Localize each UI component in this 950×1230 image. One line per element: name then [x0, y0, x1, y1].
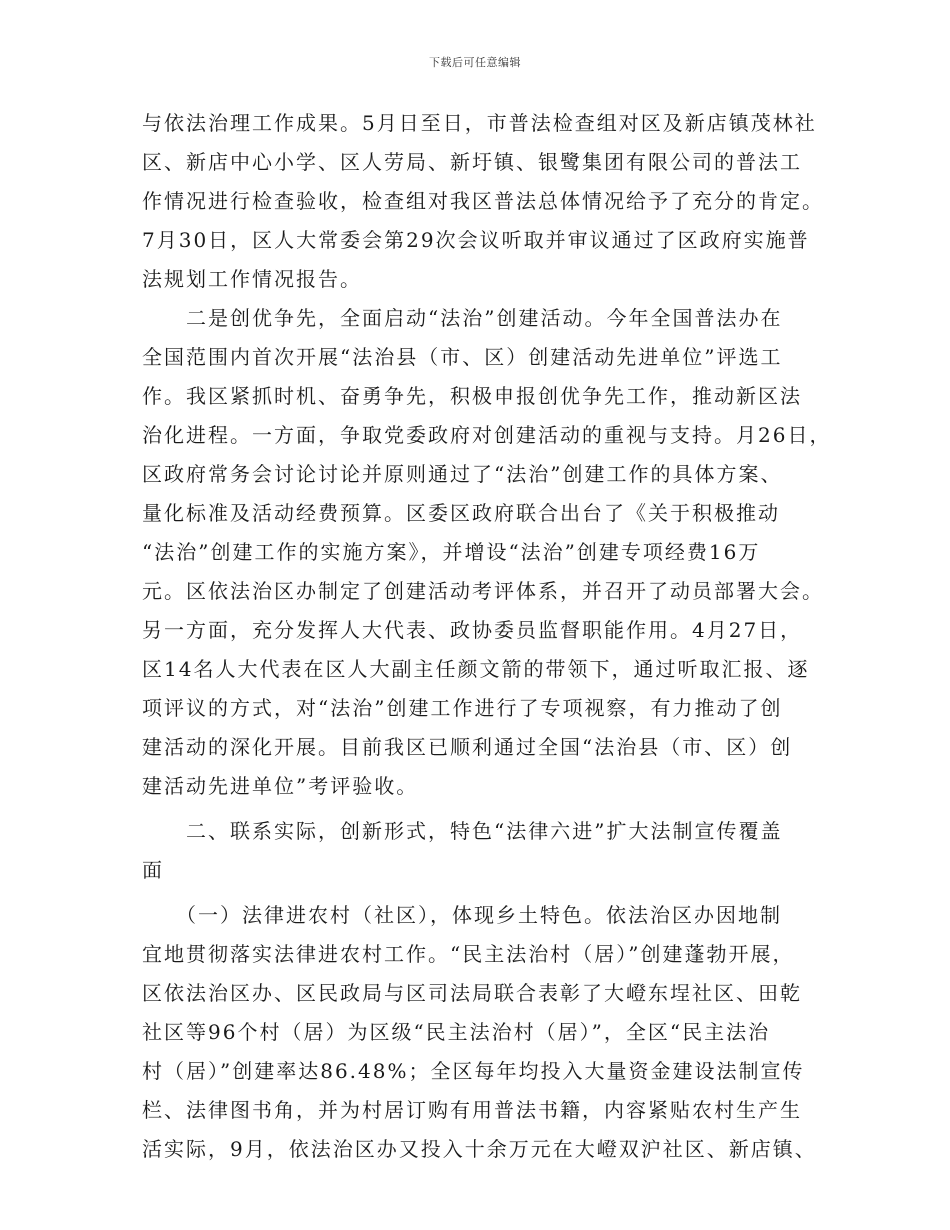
body-line: 作。我区紧抓时机、奋勇争先，积极申报创优争先工作，推动新区法	[142, 384, 802, 408]
body-line: 活实际，9月，依法治区办又投入十余万元在大嶝双沪社区、新店镇、	[142, 1137, 817, 1161]
section-heading: 二、联系实际，创新形式，特色“法律六进”扩大法制宣传覆盖	[142, 819, 783, 843]
body-line: 项评议的方式，对“法治”创建工作进行了专项视察，有力推动了创	[142, 696, 783, 720]
body-line: 作情况进行检查验收，检查组对我区普法总体情况给予了充分的肯定。	[142, 189, 824, 213]
body-line: 另一方面，充分发挥人大代表、政协委员监督职能作用。4月27日，	[142, 618, 803, 642]
body-line: 与依法治理工作成果。5月日至日，市普法检查组对区及新店镇茂林社	[142, 111, 817, 135]
body-line: 量化标准及活动经费预算。区委区政府联合出台了《关于积极推动	[142, 501, 780, 525]
section-heading: 面	[142, 858, 164, 882]
body-line: 二是创优争先，全面启动“法治”创建活动。今年全国普法办在	[142, 306, 783, 330]
body-line: 区14名人大代表在区人大副主任颜文箭的带领下，通过听取汇报、逐	[142, 657, 810, 681]
body-line: 村（居）”创建率达86.48%；全区每年均投入大量资金建设法制宣传	[142, 1059, 805, 1083]
body-line: 全国范围内首次开展“法治县（市、区）创建活动先进单位”评选工	[142, 345, 783, 369]
body-line: 治化进程。一方面，争取党委政府对创建活动的重视与支持。月26日，	[142, 423, 832, 447]
body-line: 法规划工作情况报告。	[142, 267, 362, 291]
body-line: 社区等96个村（居）为区级“民主法治村（居）”，全区“民主法治	[142, 1020, 771, 1044]
body-line: 区依法治区办、区民政局与区司法局联合表彰了大嶝东埕社区、田乾	[142, 981, 802, 1005]
body-line: 建活动先进单位”考评验收。	[142, 774, 419, 798]
body-line: “法治”创建工作的实施方案》，并增设“法治”创建专项经费16万	[142, 540, 761, 564]
body-line: 7月30日，区人大常委会第29次会议听取并审议通过了区政府实施普	[142, 228, 810, 252]
body-line: 区、新店中心小学、区人劳局、新圩镇、银鹭集团有限公司的普法工	[142, 150, 802, 174]
body-line: （一）法律进农村（社区），体现乡土特色。依法治区办因地制	[142, 903, 782, 927]
body-line: 区政府常务会讨论讨论并原则通过了“法治”创建工作的具体方案、	[142, 462, 783, 486]
document-body	[142, 104, 832, 1169]
body-line: 宜地贯彻落实法律进农村工作。“民主法治村（居）”创建蓬勃开展，	[142, 942, 795, 966]
body-line: 栏、法律图书角，并为村居订购有用普法书籍，内容紧贴农村生产生	[142, 1098, 802, 1122]
body-line: 元。区依法治区办制定了创建活动考评体系，并召开了动员部署大会。	[142, 579, 824, 603]
body-line: 建活动的深化开展。目前我区已顺利通过全国“法治县（市、区）创	[142, 735, 793, 759]
page-header: 下载后可任意编辑	[429, 56, 521, 69]
